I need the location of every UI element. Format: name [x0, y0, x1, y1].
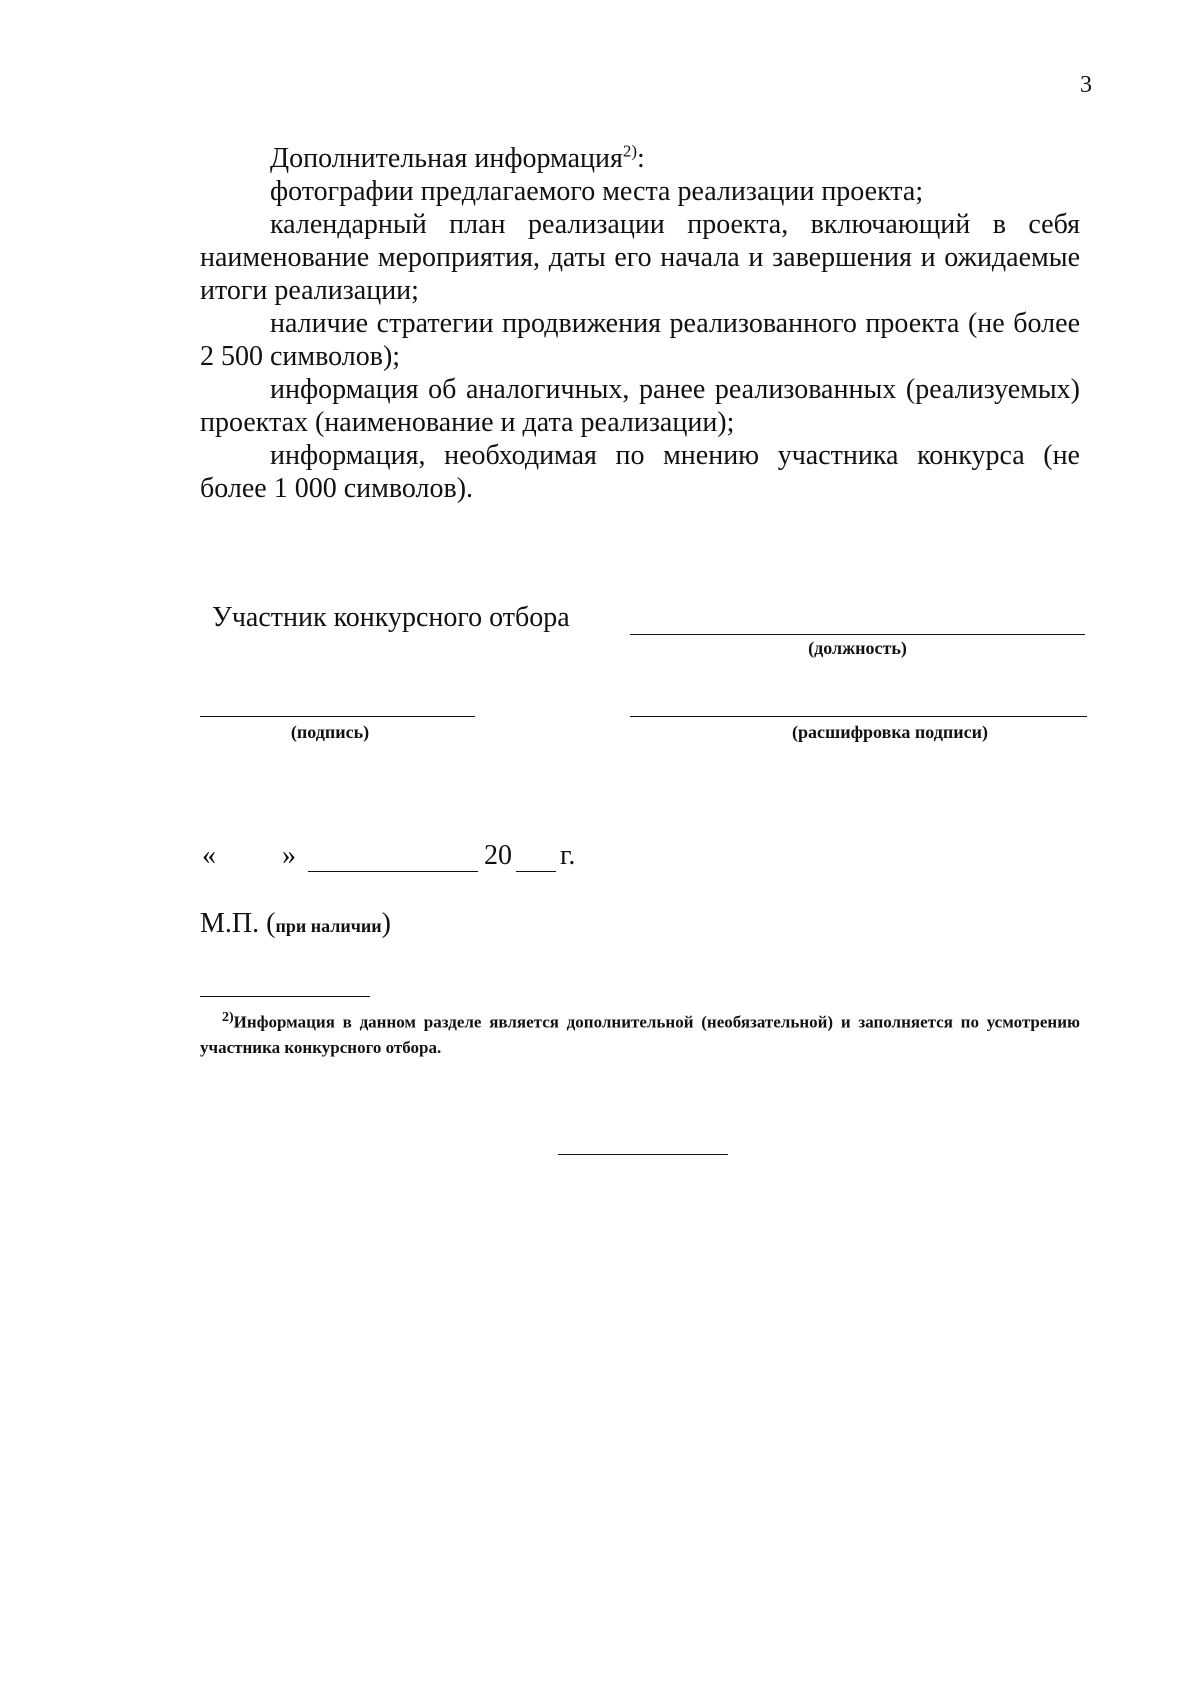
footnote-body: Информация в данном разделе является дополнительной (необязательной) и заполняется по усмотрению участника конкурсного отбора. [200, 1012, 1080, 1057]
footnote [200, 1005, 1080, 1060]
additional-info-heading [200, 142, 1080, 175]
page-number: 3 [1080, 72, 1092, 98]
date-year-prefix: 20 [484, 840, 512, 871]
stamp-note: при наличии [275, 916, 382, 936]
info-item: фотографии предлагаемого места реализации проекта; [270, 176, 924, 207]
footnote-marker: 2) [222, 1010, 234, 1025]
heading-colon: : [637, 143, 645, 174]
stamp-label: М.П. [200, 908, 260, 939]
info-item: информация об аналогичных, ранее реализованных (реализуемых) проектах (наименование и дата реализации); [200, 374, 1080, 438]
date-year-suffix: г. [560, 840, 576, 871]
stamp-open-paren: ( [266, 908, 276, 939]
heading-text: Дополнительная информация [270, 143, 623, 174]
end-separator [558, 1154, 728, 1155]
footnote-ref: 2) [622, 141, 638, 161]
signature-line [200, 716, 475, 717]
footnote-text [200, 1005, 1080, 1060]
date-open-quote: « [202, 840, 216, 871]
decryption-line [630, 716, 1087, 717]
position-caption: (должность) [808, 638, 907, 658]
info-item: информация, необходимая по мнению участника конкурса (не более 1 000 символов). [200, 440, 1080, 504]
decryption-caption: (расшифровка подписи) [792, 722, 988, 742]
position-line [630, 634, 1085, 635]
footnote-separator [200, 996, 370, 997]
info-item: наличие стратегии продвижения реализованного проекта (не более 2 500 символов); [200, 308, 1080, 372]
additional-info-section [200, 142, 1080, 505]
date-close-quote: » [282, 840, 296, 871]
stamp-placeholder [200, 908, 391, 940]
stamp-close-paren: ) [381, 908, 391, 939]
participant-label: Участник конкурсного отбора [212, 602, 570, 633]
date-month-line [308, 871, 478, 872]
info-item: календарный план реализации проекта, включающий в себя наименование мероприятия, даты его начала и завершения и ожидаемые итоги реализации; [200, 209, 1080, 306]
signature-caption: (подпись) [290, 722, 370, 742]
date-year-line [516, 871, 556, 872]
